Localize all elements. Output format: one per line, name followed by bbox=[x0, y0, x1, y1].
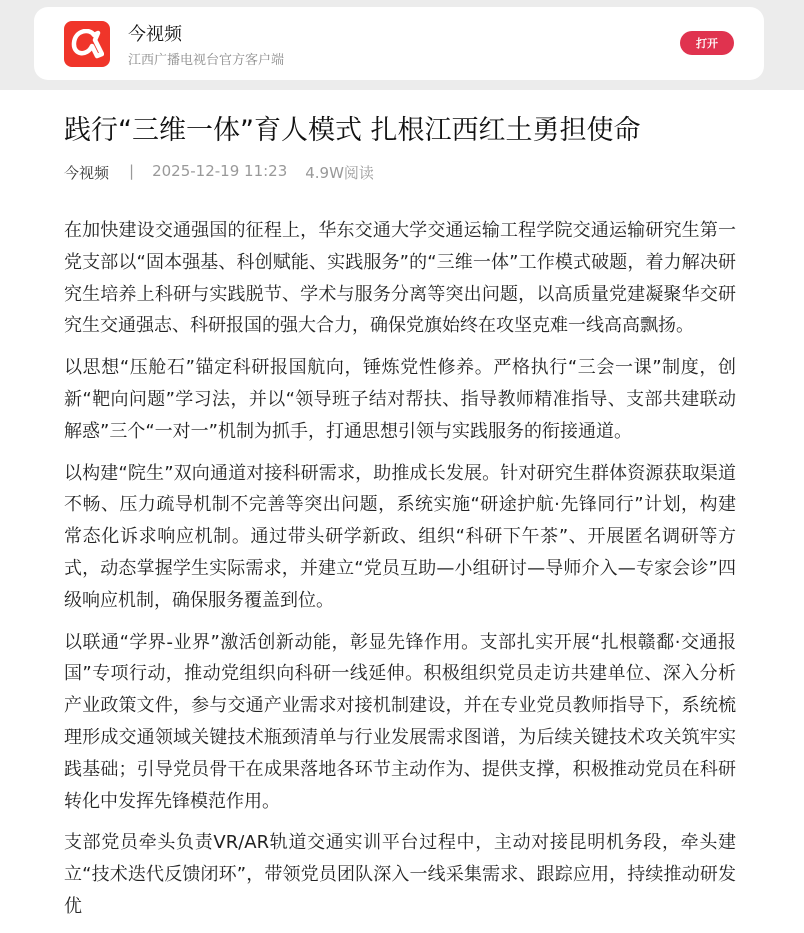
open-app-button[interactable]: 打开 bbox=[680, 31, 734, 55]
app-subtitle: 江西广播电视台官方客户端 bbox=[128, 53, 285, 68]
paragraph: 以思想“压舱石”锚定科研报国航向，锤炼党性修养。严格执行“三会一课”制度，创新“靶向问题”学习法，并以“领导班子结对帮扶、指导教师精准指导、支部共建联动解惑”三个“一对一”机制为抓手，打通思想引领与实践服务的衔接通道。 bbox=[64, 357, 736, 442]
view-count: 4.9W阅读 bbox=[305, 164, 374, 182]
meta-separator: | bbox=[129, 162, 135, 180]
paragraph: 在加快建设交通强国的征程上，华东交通大学交通运输工程学院交通运输研究生第一党支部以“固本强基、科创赋能、实践服务”的“三维一体”工作模式破题，着力解决研究生培养上科研与实践脱节、学术与服务分离等突出问题，以高质量党建凝聚华交研究生交通强志、科研报国的强大合力，确保党旗始终在攻坚克难一线高高飘扬。 bbox=[64, 220, 736, 337]
article-meta bbox=[64, 162, 374, 183]
paragraph: 以构建“院生”双向通道对接科研需求，助推成长发展。针对研究生群体资源获取渠道不畅、压力疏导机制不完善等突出问题，系统实施“研途护航·先锋同行”计划，构建常态化诉求响应机制。通过带头研学新政、组织“科研下午茶”、开展匿名调研等方式，动态掌握学生实际需求，并建立“党员互助—小组研讨—导师介入—专家会诊”四级响应机制，确保服务覆盖到位。 bbox=[64, 462, 736, 611]
article-source: 今视频 bbox=[64, 164, 110, 182]
paragraph: 支部党员牵头负责VR/AR轨道交通实训平台过程中，主动对接昆明机务段，牵头建立“技术迭代反馈闭环”，带领党员团队深入一线采集需求、跟踪应用，持续推动研发优 bbox=[64, 832, 736, 917]
publish-time: 2025-12-19 11:23 bbox=[152, 162, 288, 180]
article-title: 践行“三维一体”育人模式 扎根江西红土勇担使命 bbox=[64, 115, 641, 146]
app-name: 今视频 bbox=[128, 24, 182, 45]
article-body bbox=[64, 215, 736, 933]
paragraph: 以联通“学界-业界”激活创新动能，彰显先锋作用。支部扎实开展“扎根赣鄱·交通报国”专项行动，推动党组织向科研一线延伸。积极组织党员走访共建单位、深入分析产业政策文件，参与交通产业需求对接机制建设，并在专业党员教师指导下，系统梳理形成交通领域关键技术瓶颈清单与行业发展需求图谱，为后续关键技术攻关筑牢实践基础；引导党员骨干在成果落地各环节主动作为、提供支撑，积极推动党员在科研转化中发挥先锋模范作用。 bbox=[64, 631, 736, 812]
